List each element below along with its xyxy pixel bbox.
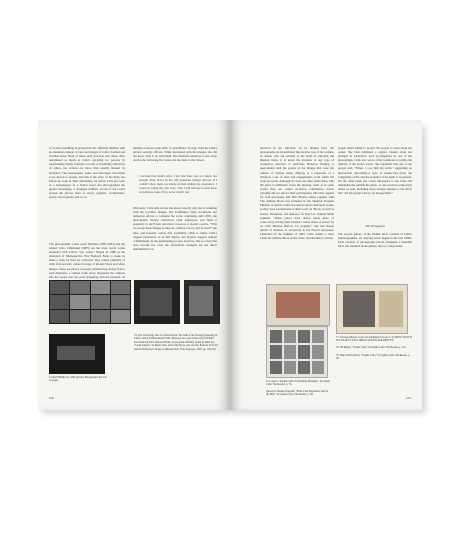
- section-subhead: [338, 224, 412, 232]
- body-text: The second gallery of the Walker show consists of Calle's autobiographies, an ongoing series begun in the late 1980s. Each consists of photographs placed alongside a beautiful short text installed in the gallery, the two components.: [338, 232, 412, 249]
- body-text: initially received some stills of surveillance footage from the bank's private security officers. While fascinated with the images, she did not know what to do with them. The materials remain in boxes alone and for the following five years, but she feels to the viewer.: [133, 146, 217, 163]
- body-text: The photographic works Gesti Machine (1991-2003) and the related video Unfinished (2005) are the most recent works presented with Calle's "spy works." Begun in 1988 as the invitation of Minneapolis's First National Bank to make its make a work for their art collection, they consist primarily of stills from security camera footage of ghostly black and white images. There are photos of people withdrawing money from a cash dispenser, a camera Calle never integrated the cameras into her spend over ten years grappling with the material. At: [49, 242, 125, 279]
- footnote-76: Quoted in Sheena Wagstaff, "Basil is the Playmaker, And Is the ROC" in Sophie Calle: The Reader, p. 38.: [266, 390, 328, 397]
- right-page: [230, 120, 422, 410]
- footnote-77: 77. Several galleries' work was published in book as "Le HOST WATCH IN COLLECT SOUL IMPLICATIONS PAR RENCES": [336, 336, 412, 343]
- photo-dark-still: [49, 334, 105, 374]
- artwork-photo-grid: [266, 326, 328, 378]
- left-column-2: [133, 146, 217, 172]
- right-column-2b: [338, 232, 412, 280]
- left-column-1b: [49, 242, 125, 278]
- left-page: [38, 120, 230, 410]
- footnote-75: Los Santos, "Sophie Calle's Uncertainty Principle," in Sophie Calle: The Reader, p. 75.: [266, 380, 330, 387]
- subhead-text: The Protagonist: [365, 224, 385, 228]
- page-number: 101: [405, 396, 411, 400]
- open-book: [38, 120, 422, 410]
- quote-text: I declined the bank's offer. I felt that there was too much, not enough. They never let me. My materials, images and tea. If I couldn't show them, becoming excited adding my experience, I would be losing my own story. Still, I still manage to steal these surveillance tapes. They never tried it out.: [139, 174, 217, 195]
- right-column-2: [338, 146, 412, 222]
- body-text: involved in her narrative. At its limited form, the photographs are incentivized like and the role of the women, no matter who are actually to the hotel of curiosity, the missing items, it is about the absolute of any type of occupancy, structure or particular. However floating or ungrounded with the people in the images that were the camera of various items, Murphy is a repertoire of a situation, a set of rules and engagements, from which the work proceeds. Although it's done one time where these will, the piece is ultimately about the missing. Such as in some works, they are Calle's receiving contributors, letters certainly did not ask for their participation. The latter applies for both newspaper and film (Hours) where together with The Address Book was included in the Skulptur Projekte Münster in which Calle's has known most celebrated works, as they were foundational to their work: an "Book, as well as storms, disruption, and remorse," in Ivan Luo Samuel Smith explains, "These pieces have drawn much share of controversy, having been labeled a 'lethal abuse of power' by art critic Michael Barlow, for example." She had shown details of relations to everybody in the French newspaper Libération in the summer of 1983. Calle claims to have found the Address Book on the street, and decided to call the: [260, 146, 334, 241]
- right-column-1: [260, 146, 334, 282]
- left-column-1: [49, 146, 125, 240]
- footnote-79: 79. Hans Ulrich Obrist, "Sophie Calle," in Sophie Calle: The Reader, p. 56.: [336, 354, 411, 361]
- body-text: of works is instilling in prospective the officially intimate with an abundant element of tarts and images of Calle's formed and troubled notes. Both of these early practices into those often determined as much as Calle's reporting for persons by transforming details from her own life or modelling with those of others, her actions are more than usually marked by invitation. The photographic, audio, and videotapes were made to be shown to people, and this is the story of the third, her follow-up work in Suite Venitienne, for which Calle got work as a housekeeper in a Venice hotel and photographed the guests' belongings, a strangely intimate record of the rooms around the private lives of travel, pajamas, toothbrushes, poetry, travel guides, and so on.: [49, 146, 125, 200]
- photo-figure-small: [184, 280, 220, 324]
- footnote-78: 78. Jill Magid, "Sophie Calle," in Sophie Calle: The Reader, p. 114.: [336, 346, 407, 349]
- page-number: 100: [49, 396, 55, 400]
- left-column-2b: [133, 206, 217, 278]
- footnote: 74. The chronology here is a little unclear. The bulk of the footage (appearing in Calle's video) is International 1991. However, her own curator Gerrit Schefer has stated that First National Bank's art program officially ended in 1990. See "Gerrit Schefer," in Marie Clerc and Claire Pryce, eds. Art into Episode Civil Art and the Perfection Change at Museum New York: Palgrave, 2005, pp. 109-126.: [134, 334, 218, 351]
- figure-caption: Gotham Handbook, 1994 (detail). Photographs and text on paper.: [49, 376, 107, 383]
- contact-sheet-photo: [49, 280, 131, 324]
- artwork-photo-portrait: [336, 284, 408, 334]
- body-text: Obviously, Calle tells us that she knows exactly why she is wrestling with the wordless images. The Unfinished video documents her numerous efforts to complete the work, continuing until 2005, she photographs money, interviews bank employees and finds it popularly in the Forest and more; however, it doesn't resolve. "Why we accept these images as they are, without a story, just be seen?" she asks, and honestly rejects that possibility. (This is where Calle's dogged persistence is on full display, her projects happen without commitment). At the questioning process, however, this is a story that does become her own; the anonymous strangers are her direct determination on.: [133, 206, 217, 251]
- block-quote: [139, 174, 217, 204]
- artwork-photo-red: [266, 284, 330, 326]
- photo-grid-right: [134, 280, 180, 324]
- body-text: people listed within to project the people to learn about the owner. She then published a regular column about her attempts in Libération, each accompanied by one of her photographs, Calle also wrote of her intentions to profile the identity of the book's owner. She explained that one of the people said, "Either, I owe him my spirit," suggesting an inescapable uncertainty-a type of inside-view-about the complexity of life and the potential of the hand to be present. On the other hand, the owner threatened to sue Calle and demanded she publish his photo, so she received some nasty letters as well, including more strange remarks to the effect that "All the people I know are disappointed.": [338, 146, 412, 196]
